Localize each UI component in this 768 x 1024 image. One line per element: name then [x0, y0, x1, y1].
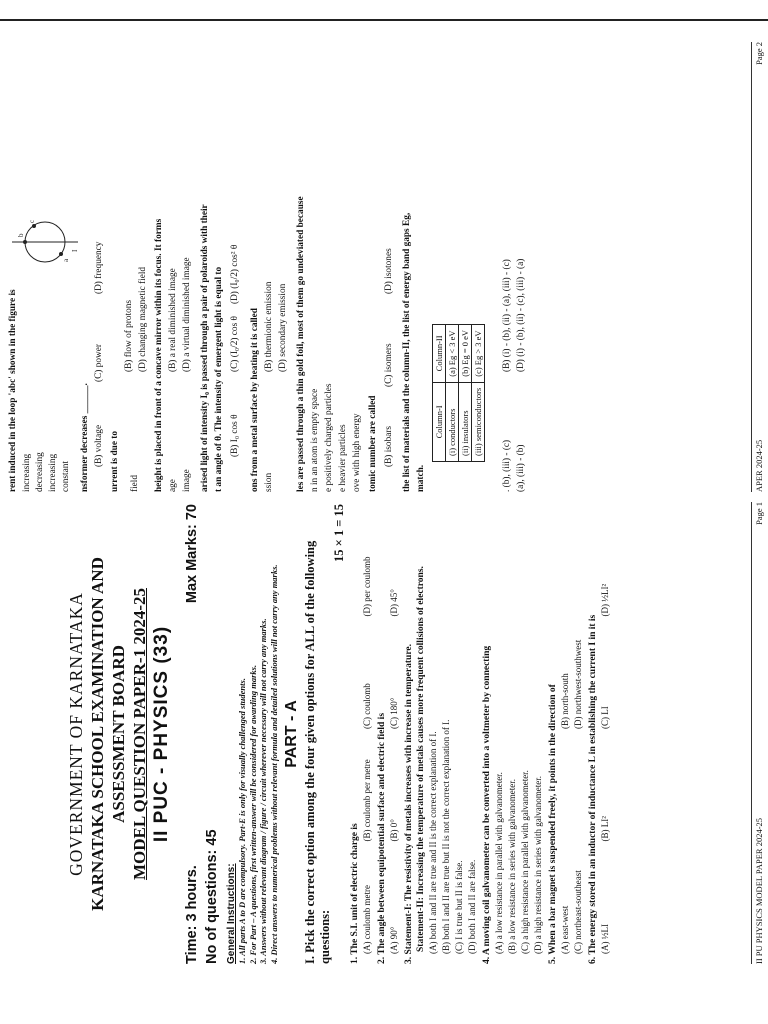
- option: (D) a high resistance in series with galvanometer.: [533, 776, 543, 954]
- footer-page-number: Page 1: [754, 502, 764, 525]
- option: (D) frequency: [94, 241, 104, 294]
- option: ove with high energy: [352, 413, 362, 492]
- section-1-marks: 15 × 1 = 15: [332, 504, 346, 562]
- option: (A) ½LI: [600, 924, 610, 954]
- instructions-title: General Instructions:: [226, 863, 237, 964]
- page-1: [0, 484, 768, 1024]
- option: (A) coulomb metre: [362, 885, 372, 954]
- option: constant: [61, 461, 71, 492]
- question-line: arised light of intensity I₀ is passed through a pair of polaroids with their: [200, 204, 210, 492]
- section-1-instruction: I. Pick the correct option among the four given options for ALL of the following questions:: [303, 540, 332, 964]
- question-2: 2. The angle between equipotential surface and electric field is: [377, 712, 387, 964]
- option: (A) both I and II are true and II is the correct explanation of I.: [428, 731, 438, 954]
- point-c: [32, 224, 36, 228]
- option: (D) changing magnetic field: [138, 266, 148, 372]
- table-header: Column-II: [433, 324, 446, 382]
- num-questions: No of questions: 45: [204, 829, 220, 964]
- option: (a), (iii) - (b): [516, 444, 526, 492]
- question-5: 5. When a bar magnet is suspended freely, it points in the direction of: [548, 684, 558, 964]
- table-row: [446, 324, 459, 461]
- option: (C) isomers: [384, 343, 394, 387]
- question-line: tomic number are called: [368, 395, 378, 492]
- table-row: [459, 324, 472, 461]
- table-row: [472, 324, 485, 461]
- max-marks-label: Max Marks: 70: [184, 504, 200, 604]
- question-line: ons from a metal surface by heating it is called: [250, 308, 260, 492]
- option: (D) ½LI²: [600, 583, 610, 617]
- option: increasing: [22, 453, 32, 492]
- option: ssion: [264, 472, 274, 492]
- question-1: 1. The S.I. unit of electric charge is: [350, 823, 360, 964]
- option: . (b), (iii) - (c): [502, 439, 512, 492]
- option: (B) I₀ cos θ: [230, 414, 240, 457]
- option: increasing: [48, 453, 58, 492]
- question-line: match.: [416, 464, 426, 492]
- match-table: [432, 324, 485, 462]
- option: (B) north-south: [560, 673, 570, 729]
- option: (D) northwest-southwest: [573, 639, 583, 729]
- option: image: [182, 469, 192, 492]
- table-cell: (c) Eg > 3 eV: [472, 324, 485, 382]
- option: (C) LI: [600, 706, 610, 729]
- option: (B) flow of protons: [124, 299, 134, 372]
- point-b: [23, 240, 27, 244]
- page-1-footer: [751, 502, 764, 964]
- question-line: the list of materials and the column-II, the list of energy band gaps Eg,: [402, 212, 412, 492]
- instruction-2: 2. For Part – A questions, first written-answer will be considered for awarding marks.: [247, 664, 258, 964]
- option: (D) both I and II are false.: [467, 859, 477, 954]
- option: (C) power: [94, 344, 104, 382]
- option: (B) voltage: [94, 424, 104, 467]
- time-marks-row: [184, 504, 200, 964]
- option: e positively charged particles: [324, 383, 334, 492]
- table-header: Column-I: [433, 382, 446, 461]
- header-model-paper: MODEL QUESTION PAPER-1 2024-25: [130, 588, 149, 881]
- question-2-options: [388, 504, 401, 964]
- question-5-options-row2: [572, 504, 585, 964]
- option: (B) coulomb per metre: [362, 759, 372, 842]
- header-subject: II PUC - PHYSICS (33): [151, 625, 172, 843]
- option: (B) (i) - (b), (ii) - (a), (iii) - (c): [502, 259, 512, 372]
- header-government: GOVERNMENT OF KARNATAKA: [66, 592, 86, 876]
- option: age: [168, 479, 178, 492]
- question-3: 3. Statement-I: The resistivity of metals increases with increase in temperature.: [404, 644, 414, 964]
- point-a: [59, 252, 63, 256]
- label-c: c: [28, 219, 36, 223]
- question-6: 6. The energy stored in an inductor of inductance L in establishing the current I in it is: [588, 614, 598, 964]
- question-5-options-row1: [559, 504, 572, 964]
- option: decreasing: [35, 452, 45, 492]
- page-2: [0, 0, 768, 492]
- option: (D) per coulomb: [362, 556, 372, 617]
- question-1-options: [361, 504, 374, 964]
- option: (A) a low resistance in parallel with galvanometer.: [494, 772, 504, 954]
- instruction-4: 4. Direct answers to numerical problems without relevant formula and detailed solutions will not carry any marks.: [268, 564, 279, 964]
- footer-title: APER 2024-25: [754, 439, 764, 492]
- option: (C) 180°: [389, 697, 399, 729]
- option: (C) (I₀/2) cos θ: [230, 316, 240, 372]
- option: n in an atom is empty space: [310, 388, 320, 492]
- option: e heavier particles: [338, 424, 348, 492]
- loop-figure: [10, 197, 80, 287]
- header-board: KARNATAKA SCHOOL EXAMINATION AND ASSESSMENT BOARD: [88, 557, 128, 911]
- question-line: t an angle of θ. The intensity of emergent light is equal to: [214, 266, 224, 492]
- option: (B) isobars: [384, 425, 394, 467]
- option: (C) northeast-southeast: [573, 870, 583, 954]
- question-6-options: [599, 504, 612, 964]
- option: (D) (I₀/2) cos² θ: [230, 244, 240, 304]
- option: (C) I is true but II is false.: [454, 860, 464, 954]
- table-cell: (ii) insulators: [459, 382, 472, 461]
- question-line: urrent is due to: [110, 430, 120, 492]
- label-a: a: [62, 258, 70, 262]
- option: (D) isotones: [384, 248, 394, 294]
- option: (C) coulomb: [362, 683, 372, 729]
- option: (C) a high resistance in parallel with galvanometer.: [520, 770, 530, 954]
- question-4: 4. A moving coil galvanometer can be converted into a voltmeter by connecting: [482, 645, 492, 964]
- label-current: I: [71, 249, 79, 252]
- option: (B) a low resistance in series with galvanometer.: [507, 779, 517, 954]
- option: (A) 90°: [389, 926, 399, 954]
- option: (B) both I and II are true but II is not the correct explanation of I.: [441, 719, 451, 954]
- question-line: rent induced in the loop 'abc' shown in the figure is: [8, 289, 18, 492]
- question-3-statement-2: Statement-II: Increasing the temperature of metals causes more frequent collisions of electrons.: [416, 566, 426, 952]
- option: (D) 45°: [389, 589, 399, 617]
- option: (B) LI²: [600, 816, 610, 842]
- page-2-footer: [751, 42, 764, 492]
- option: (D) secondary emission: [278, 283, 288, 372]
- label-b: b: [17, 233, 25, 237]
- question-line: height is placed in front of a concave mirror within its focus. It forms: [154, 218, 164, 492]
- question-line: nsformer decreases ______.: [80, 383, 90, 492]
- option: (D) (i) - (b), (ii) - (c), (iii) - (a): [516, 258, 526, 372]
- option: (A) east-west: [560, 905, 570, 954]
- option: field: [130, 474, 140, 492]
- option: (B) 0°: [389, 819, 399, 842]
- footer-title: II PU PHYSICS MODEL PAPER 2024-25: [754, 817, 764, 964]
- table-cell: (iii) semiconductors: [472, 382, 485, 461]
- question-line: les are passed through a thin gold foil, most of them go undeviated because: [296, 196, 306, 492]
- table-cell: (b) Eg = 0 eV: [459, 324, 472, 382]
- time-label: Time: 3 hours.: [184, 865, 200, 964]
- option: (D) a virtual diminished image: [182, 257, 192, 372]
- instruction-3: 3. Answers without relevant diagram / figure / circuit wherever necessary will not carry any marks.: [258, 618, 268, 964]
- page-1-content: [66, 504, 612, 964]
- page-2-content: [0, 22, 768, 492]
- table-cell: (a) Eg < 3 eV: [446, 324, 459, 382]
- instruction-1: 1. All parts A to D are compulsory. Part-E is only for visually challenged students.: [237, 678, 247, 964]
- page-border: [0, 19, 768, 21]
- part-a-heading: PART - A: [283, 700, 300, 768]
- table-cell: (i) conductors: [446, 382, 459, 461]
- footer-page-number: Page 2: [754, 42, 764, 65]
- option: (B) thermionic emission: [264, 281, 274, 372]
- option: (B) a real diminished image: [168, 268, 178, 372]
